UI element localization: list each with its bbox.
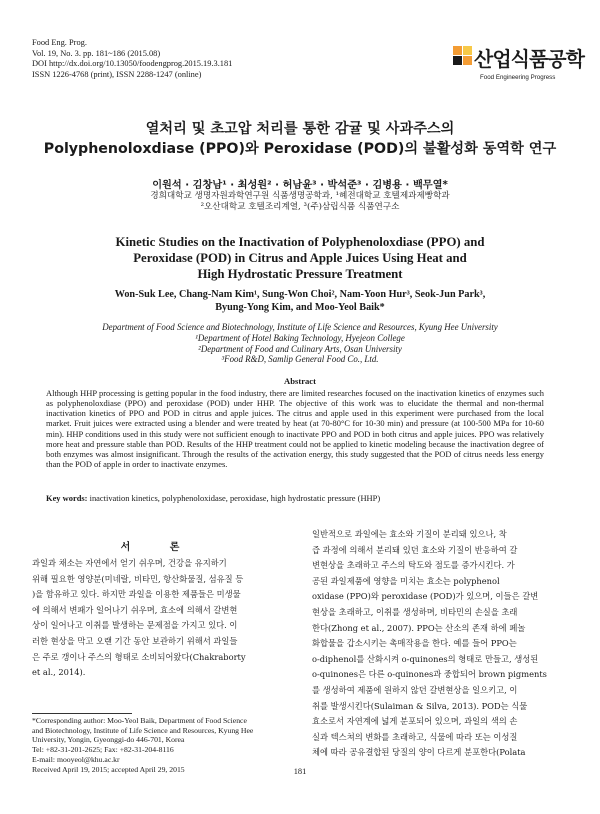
body-line: 위해 필요한 영양분(미네랄, 비타민, 항산화물질, 섬유질 등 (32, 573, 244, 584)
body-line: 현상을 초래하고, 이취를 생성하며, 비타민의 손실을 초래 (312, 606, 518, 617)
body-line: o-quinones은 다른 o-quinones과 중합되어 brown pigments (312, 669, 547, 680)
korean-affiliation: 경희대학교 생명자원과학연구원 식품생명공학과, ¹혜전대학교 호텔제과제빵학과 (150, 191, 450, 201)
body-line: )을 함유하고 있다. 하지만 과일을 이용한 제품들은 미생물 (32, 589, 241, 600)
body-line: 러한 현상을 막고 오랜 기간 동안 보관하기 위해서 과일들 (32, 635, 238, 646)
english-affiliation: ¹Department of Hotel Baking Technology, Hyejeon College (195, 332, 405, 343)
english-title-line: Kinetic Studies on the Inactivation of Polyphenoloxdiase (PPO) and (115, 235, 485, 249)
english-title-line: High Hydrostatic Pressure Treatment (197, 267, 403, 281)
journal-issn: ISSN 1226-4768 (print), ISSN 2288-1247 (online) (32, 69, 202, 79)
english-title-line: Peroxidase (POD) in Citrus and Apple Juices Using Heat and (133, 251, 467, 265)
footnote-received: Received April 19, 2015; accepted April 29, 2015 (32, 764, 185, 774)
keywords-list: inactivation kinetics, polyphenoloxidase, peroxidase, high hydrostatic pressure (HHP) (89, 493, 381, 503)
journal-logo (452, 44, 584, 88)
english-affiliation: Department of Food Science and Biotechnology, Institute of Life Science and Resources, Kyung Hee University (102, 322, 498, 332)
english-affiliation: ²Department of Food and Culinary Arts, Osan University (198, 343, 402, 354)
body-line: 한다(Zhong et al., 2007). PPO는 산소의 존재 하에 페놀 (312, 622, 526, 633)
body-line: 취를 발생시킨다(Sulaiman & Silva, 2013). POD는 식물 (312, 700, 528, 711)
abstract-text: Although HHP processing is getting popular in the food industry, there are limited researches focused on the inactivation kinetics of enzymes such as polyphenoloxdiase (PPO) and peroxidase (POD) under HHP. The objective of this work was to elucidate the thermal and non-thermal inactivation kinetics of PPO and POD in citrus and apple juices. The citrus and apple used in this experiment were purchased from the local market. Fruit juices were extracted using a blender and were treated by heat (at 70-80°C for 10-30 min) and pressure (at 100-500 MPa for 10-60 min). HHP conditions used in this study were not sufficient enough to inactivate PPO and POD in both citrus and apple juices. PPO was relatively more heat and pressure stable than POD. Results of the HHP treatment could not be applied to kinetic modeling because the inactivation degree of both enzymes was almost insignificant. Through the results of the activation energy, this study suggested that the POD of citrus needs less energy than the POD of apple in order to inactivate enzymes. (46, 388, 544, 470)
journal-logo-icon (452, 44, 474, 74)
footnote-line: *Corresponding author: Moo-Yeol Baik, Department of Food Science (32, 716, 247, 725)
body-line: 공된 과일제품에 영향을 미치는 효소는 polyphenol (312, 575, 500, 586)
journal-info (32, 38, 232, 80)
body-line: 즙 과정에 의해서 분리돼 있던 효소와 기질이 반응하여 갈 (312, 544, 518, 555)
english-authors (0, 288, 600, 314)
body-right-column (312, 527, 572, 761)
body-line: 은 주로 갱이나 주스의 형태로 소비되어왔다(Chakraborty (32, 651, 246, 662)
body-line: 상이 일어나고 이취를 발생하는 문제점을 가지고 있다. 이 (32, 620, 238, 631)
korean-title-line: Polyphenoloxdiase (PPO)와 Peroxidase (POD)의 불활성화 동역학 연구 (43, 140, 557, 157)
english-title (0, 234, 600, 282)
body-line: 화합물을 갑소시키는 촉매작용을 한다. 예를 들어 PPO는 (312, 638, 517, 649)
section-title: 서 론 (120, 542, 198, 553)
footnote-rule (32, 713, 132, 714)
english-affiliations (0, 322, 600, 365)
journal-volume: Vol. 19, No. 3. pp. 181~186 (2015.08) (32, 48, 161, 58)
korean-title (0, 120, 600, 159)
english-affiliation: ³Food R&D, Samlip General Food Co., Ltd. (221, 354, 379, 365)
body-line: 효소로서 자연계에 넓게 분포되어 있으며, 과일의 색의 손 (312, 716, 518, 727)
footnote-line: Tel: +82-31-201-2625; Fax: +82-31-204-8116 (32, 745, 174, 755)
body-line: oxidase (PPO)와 peroxidase (POD)가 있으며, 이들은 갈변 (312, 591, 539, 602)
footnote-line: University, Yongin, Gyeonggi-do 446-701, Korea (32, 735, 185, 745)
journal-logo-subtitle: Food Engineering Progress (480, 74, 556, 81)
english-author-line: Won-Suk Lee, Chang-Nam Kim¹, Sung-Won Choi², Nam-Yoon Hur³, Seok-Jun Park³, (114, 289, 486, 300)
korean-affiliation: ²오산대학교 호텔조리계열, ³(주)삼립식품 식품연구소 (200, 202, 400, 213)
body-line: 과일과 채소는 자연에서 얻기 쉬우며, 건강을 유지하기 (32, 558, 227, 568)
body-line: 변현상을 초래하고 주스의 탁도와 점도를 증가시킨다. 가 (312, 560, 515, 571)
keywords (46, 493, 556, 503)
journal-doi: DOI http://dx.doi.org/10.13050/foodengprog.2015.19.3.181 (32, 59, 233, 69)
body-line: 체에 따라 공유결합된 당질의 양이 다르게 분포한다(Polata (312, 747, 526, 758)
body-line: 에 의해서 변패가 일어나기 쉬우며, 효소에 의해서 갈변현 (32, 604, 238, 615)
abstract-heading: Abstract (284, 376, 316, 386)
body-line: 일반적으로 과일에는 효소와 기질이 분리돼 있으나, 착 (312, 529, 507, 539)
korean-affiliations (0, 191, 600, 214)
page-number: 181 (293, 767, 307, 776)
korean-authors: 이원석 · 김창남¹ · 최성원² · 허남윤³ · 박석준³ · 김병용 · 백무열* (152, 180, 448, 191)
body-line: 실과 텍스쳐의 변화를 초래하고, 식물에 따라 또는 이성질 (312, 731, 518, 742)
footnote-line: and Biotechnology, Institute of Life Science and Resources, Kyung Hee (32, 725, 254, 735)
journal-name: Food Eng. Prog. (32, 38, 87, 47)
footnote-email: E-mail: mooyeol@khu.ac.kr (32, 754, 120, 764)
keywords-label: Key words: (46, 493, 88, 503)
english-author-line: Byung-Yong Kim, and Moo-Yeol Baik* (215, 302, 385, 313)
body-line: o-diphenol를 산화시켜 o-quinones의 형태로 만들고, 생성된 (312, 653, 539, 664)
journal-logo-title: 산업식품공학 (474, 47, 584, 71)
footnote (32, 716, 297, 774)
body-line: 를 생성하여 제품에 원하지 않던 갈변현상을 일으키고, 이 (312, 684, 518, 695)
body-left-column (32, 556, 290, 681)
body-line: et al., 2014). (32, 667, 86, 678)
korean-title-line: 열처리 및 초고압 처리를 통한 감귤 및 사과주스의 (145, 121, 455, 137)
